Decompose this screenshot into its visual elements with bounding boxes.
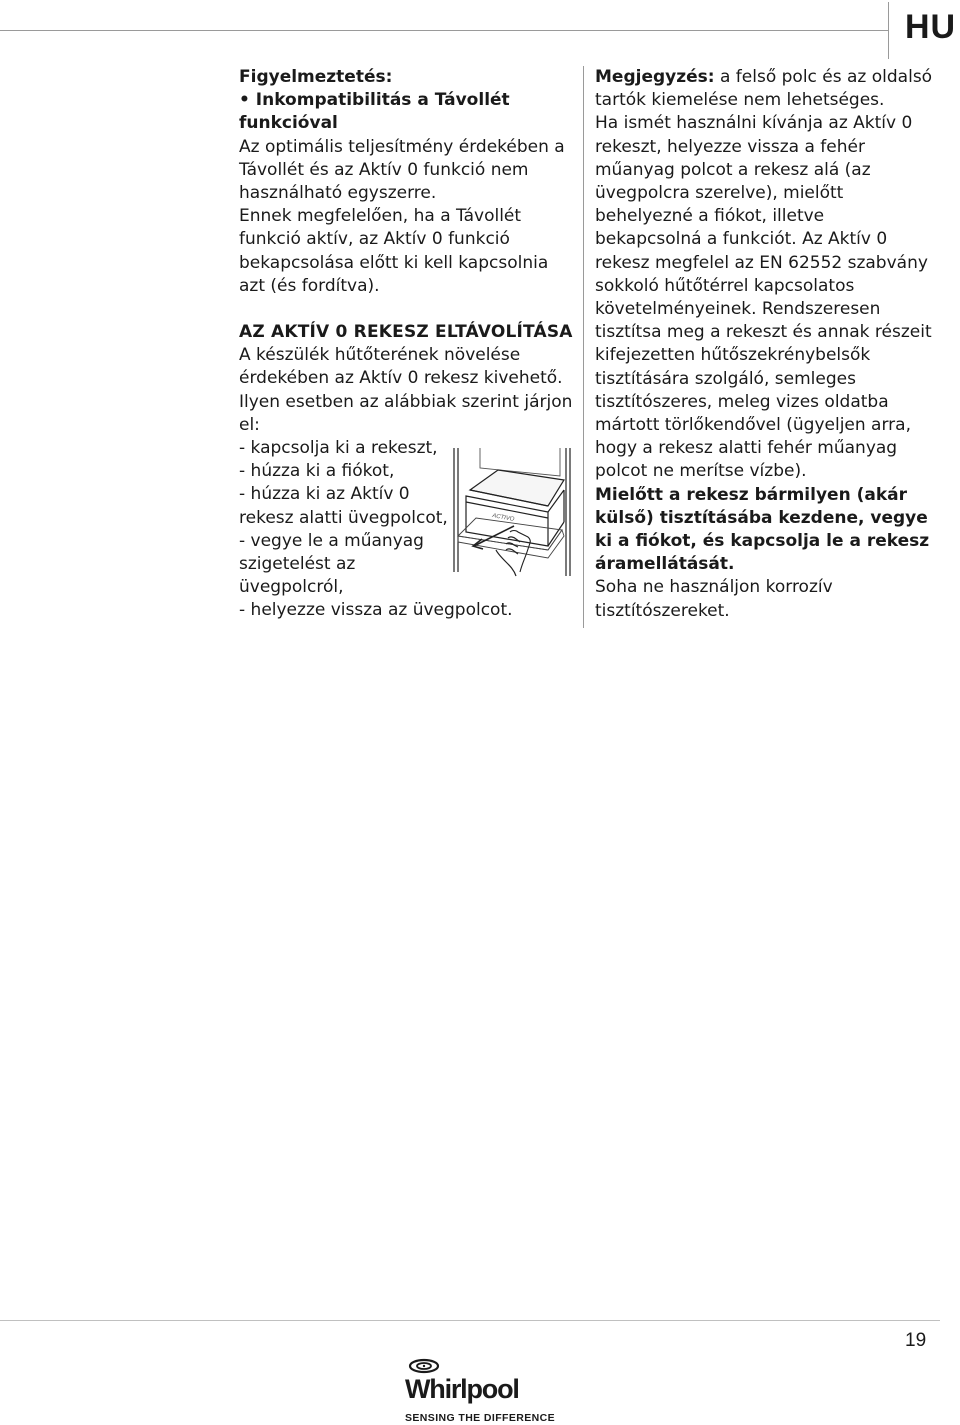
note-line: bekapcsolná a funkciót. Az Aktív 0 — [595, 229, 888, 250]
note-line: hogy a rekesz alatti fehér műanyag — [595, 438, 898, 459]
step-line: - húzza ki a fiókot, — [239, 461, 395, 482]
cleaning-warning-line: külső) tisztításába kezdene, vegye — [595, 507, 928, 528]
page-number: 19 — [905, 1330, 927, 1351]
note-line: rekeszt, helyezze vissza a fehér — [595, 136, 865, 157]
brand-tagline: SENSING THE DIFFERENCE — [405, 1412, 555, 1424]
section-heading: AZ AKTÍV 0 REKESZ ELTÁVOLÍTÁSA — [239, 322, 573, 343]
step-line: üvegpolcról, — [239, 577, 344, 598]
warning-line: Az optimális teljesítmény érdekében a — [239, 136, 565, 157]
note-line: polcot ne merítse vízbe). — [595, 461, 807, 482]
drawer-label: ACTIVO — [491, 513, 515, 523]
cleaning-warning-line: Mielőtt a rekesz bármilyen (akár — [595, 484, 907, 505]
note-first-line-text: a felső polc és az oldalsó — [714, 67, 933, 87]
note-line: tartók kiemelése nem lehetséges. — [595, 90, 885, 111]
note-label: Megjegyzés: — [595, 67, 715, 87]
section-line: A készülék hűtőterének növelése — [239, 345, 521, 366]
warning-line: azt (és fordítva). — [239, 275, 380, 296]
note-line: behelyezné a fiókot, illetve — [595, 206, 825, 227]
note-line: rekesz megfelel az EN 62552 szabvány — [595, 252, 928, 273]
header-rule — [0, 30, 888, 31]
cleaning-warning-line: ki a fiókot, és kapcsolja le a rekesz — [595, 531, 930, 552]
warning-line: Ennek megfelelően, ha a Távollét — [239, 206, 522, 227]
logo-swirl-center — [423, 1365, 425, 1367]
cleaning-warning-line: áramellátását. — [595, 554, 735, 575]
note-line: tisztítószeres, meleg vizes oldatba — [595, 391, 889, 412]
warning-line: bekapcsolása előtt ki kell kapcsolnia — [239, 252, 549, 273]
right-column — [595, 66, 945, 623]
note-line: tisztítsa meg a rekeszt és annak részeit — [595, 322, 932, 343]
closing-line: Soha ne használjon korrozív — [595, 577, 833, 598]
note-line: sokkoló hűtőtérrel kapcsolatos — [595, 275, 855, 296]
warning-line: használható egyszerre. — [239, 183, 437, 204]
brand-name: Whirlpool — [405, 1374, 519, 1404]
header-divider — [888, 2, 889, 59]
warning-line: Távollét és az Aktív 0 funkció nem — [239, 159, 529, 180]
note-first-line — [595, 66, 945, 89]
warning-line: funkció aktív, az Aktív 0 funkció — [239, 229, 510, 250]
step-line: szigetelést az — [239, 554, 356, 575]
warning-bullet-title-2: funkcióval — [239, 113, 338, 134]
note-line: követelményeinek. Rendszeresen — [595, 299, 881, 320]
step-line: - kapcsolja ki a rekeszt, — [239, 438, 438, 459]
section-line: érdekében az Aktív 0 rekesz kivehető. — [239, 368, 563, 389]
column-divider — [583, 66, 584, 628]
whirlpool-logo — [404, 1358, 530, 1406]
language-code: HU — [905, 8, 957, 46]
step-line: - vegye le a műanyag — [239, 530, 424, 551]
note-line: mártott törlőkendővel (ügyeljen arra, — [595, 415, 911, 436]
drawer-removal-illustration — [452, 446, 582, 578]
note-line: üvegpolcra szerelve), mielőtt — [595, 183, 844, 204]
step-line: - húzza ki az Aktív 0 — [239, 484, 410, 505]
note-line: műanyag polcot a rekesz alá (az — [595, 159, 871, 180]
step-line: - helyezze vissza az üvegpolcot. — [239, 600, 513, 621]
note-line: tisztítására szolgáló, semleges — [595, 368, 856, 389]
section-line: el: — [239, 414, 260, 435]
note-line: kifejezetten hűtőszekrénybelsők — [595, 345, 871, 366]
note-line: Ha ismét használni kívánja az Aktív 0 — [595, 113, 913, 134]
warning-bullet-title-1: • Inkompatibilitás a Távollét — [239, 90, 510, 111]
closing-line: tisztítószereket. — [595, 600, 730, 621]
section-line: Ilyen esetben az alábbiak szerint járjon — [239, 391, 573, 412]
step-line: rekesz alatti üvegpolcot, — [239, 507, 448, 528]
footer-rule — [0, 1320, 940, 1321]
warning-title: Figyelmeztetés: — [239, 67, 393, 87]
